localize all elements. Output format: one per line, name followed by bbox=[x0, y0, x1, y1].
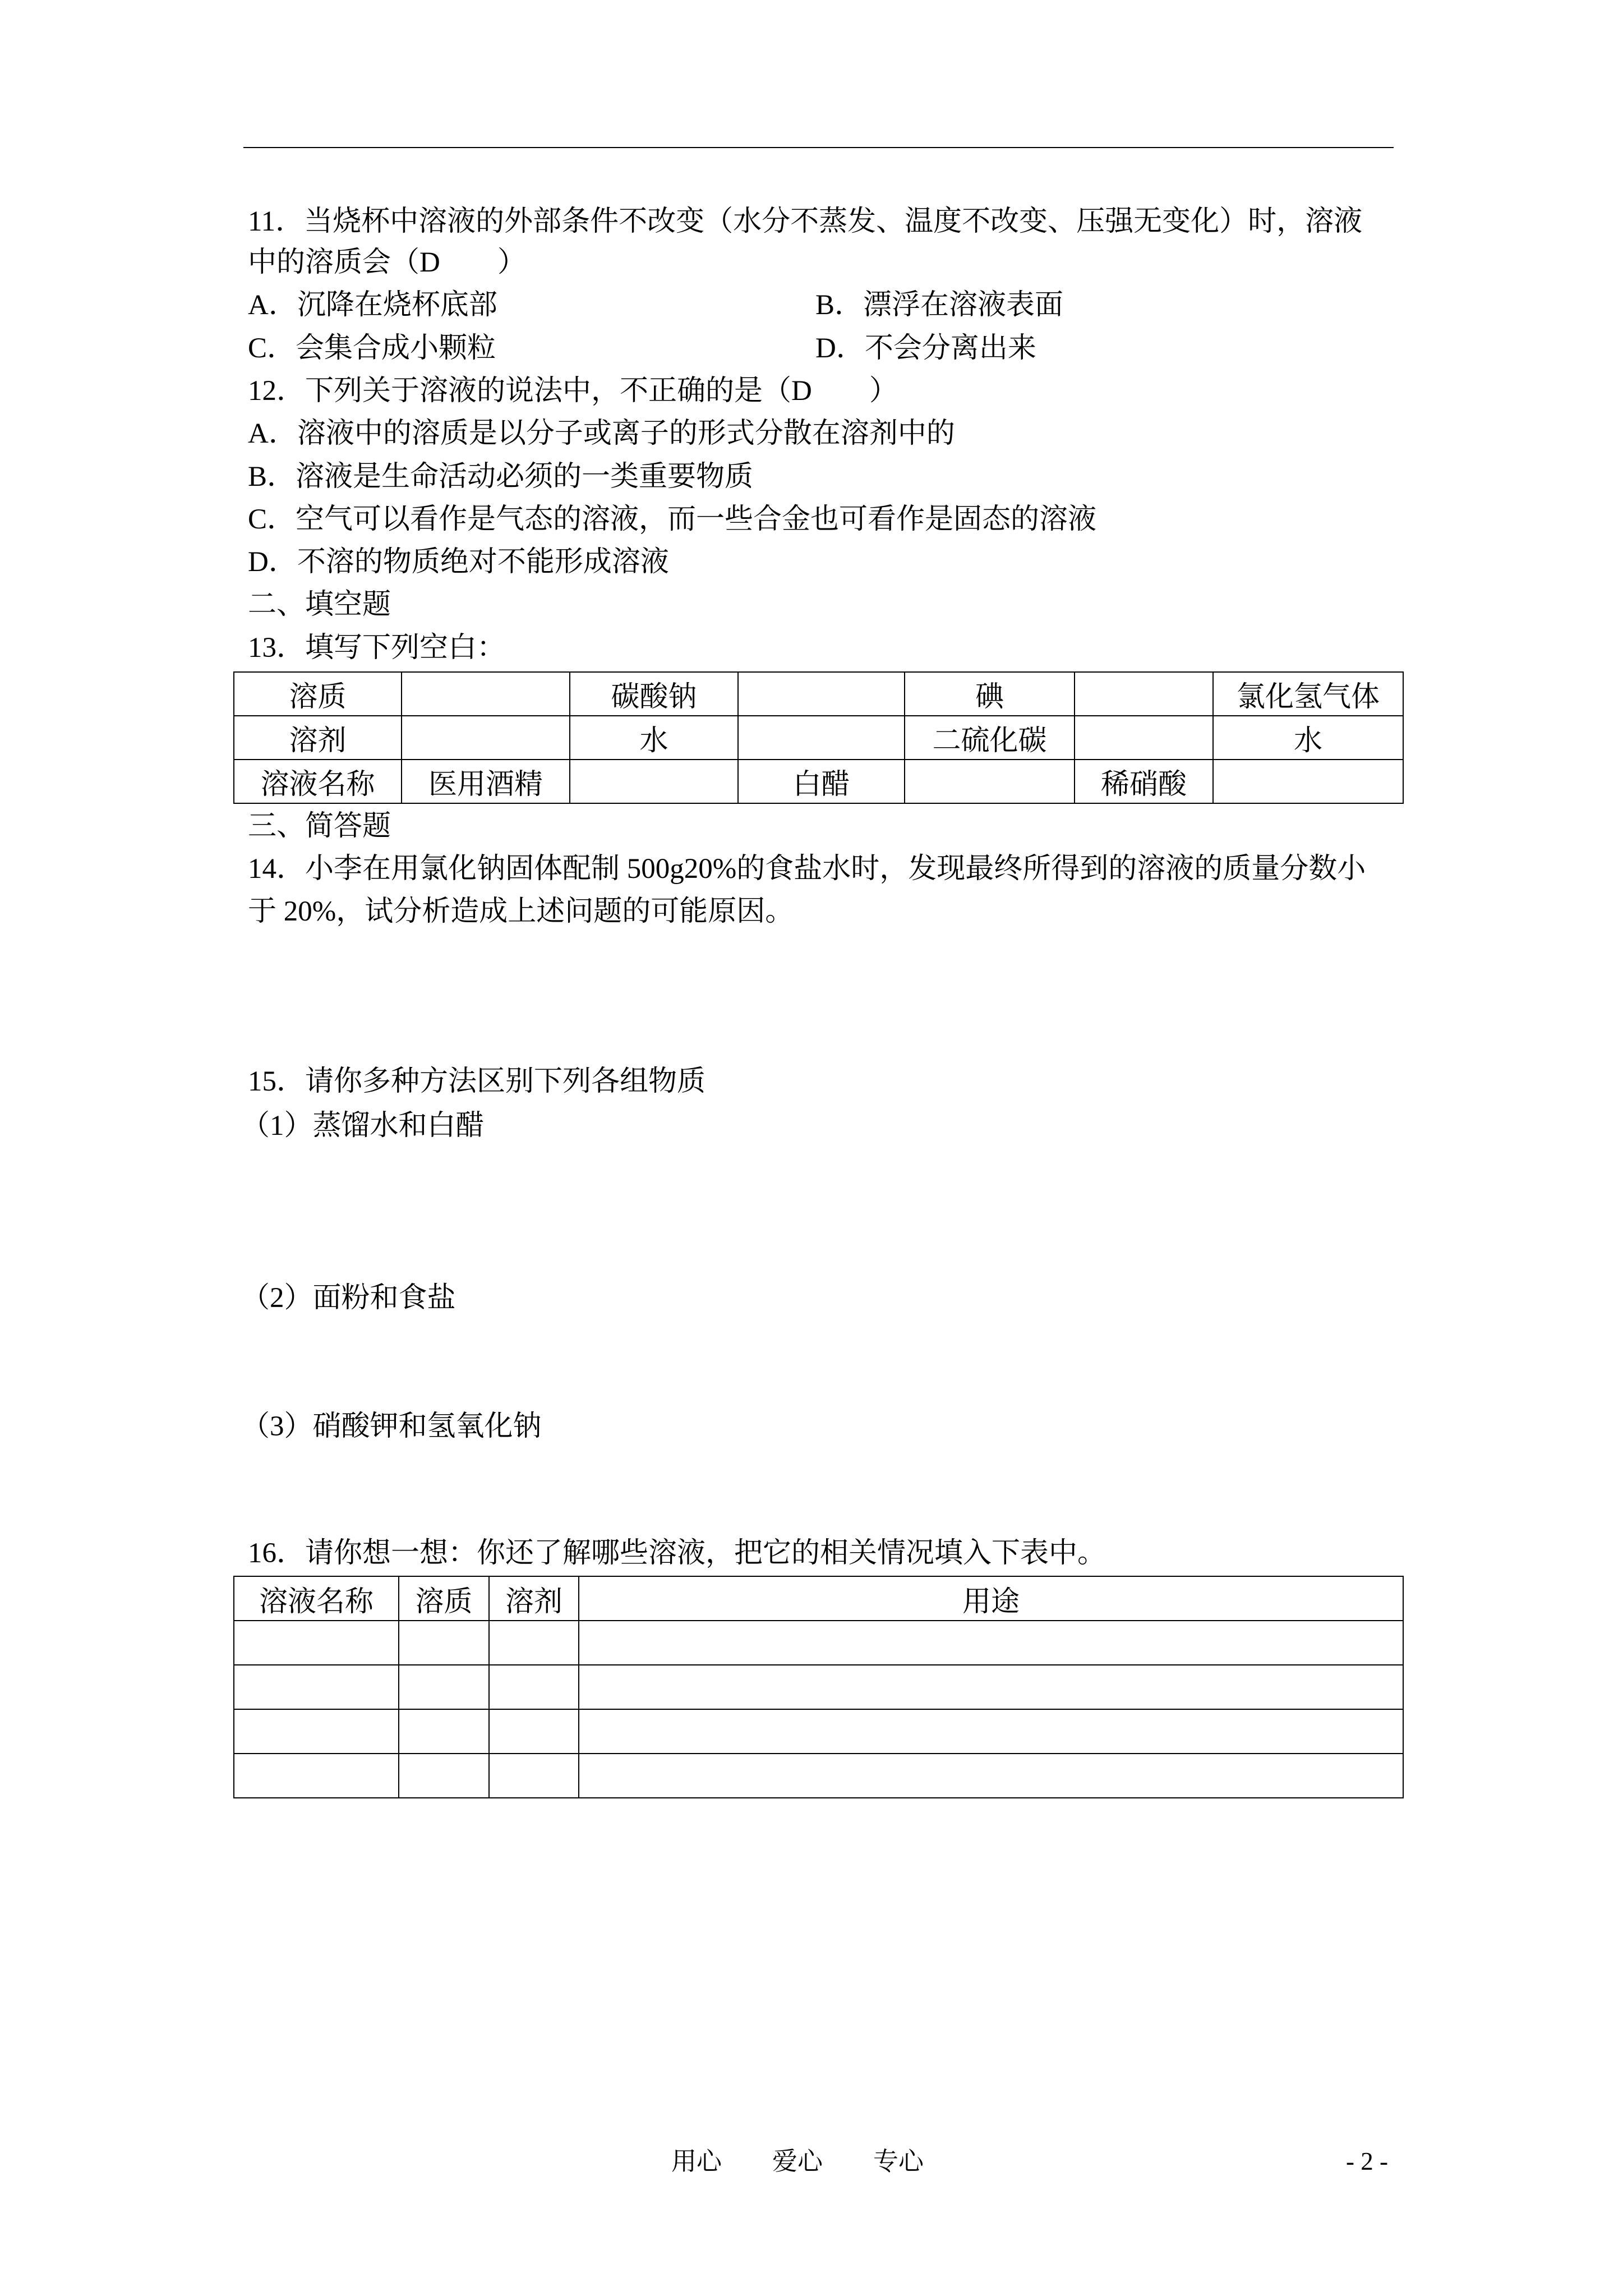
table-cell-empty bbox=[489, 1709, 579, 1754]
table-cell bbox=[905, 760, 1075, 803]
table-cell: 白醋 bbox=[738, 760, 905, 803]
table-header-cell: 溶质 bbox=[399, 1576, 489, 1621]
table-row bbox=[234, 716, 1403, 760]
table-cell-empty bbox=[489, 1621, 579, 1665]
table-cell bbox=[1075, 716, 1213, 760]
table-cell-empty bbox=[579, 1665, 1403, 1709]
q12-option-b: B．溶液是生命活动必须的一类重要物质 bbox=[248, 461, 754, 493]
table-cell: 医用酒精 bbox=[402, 760, 570, 803]
q15-stem: 15．请你多种方法区别下列各组物质 bbox=[248, 1066, 706, 1097]
table-cell bbox=[1213, 760, 1403, 803]
table-cell-empty bbox=[234, 1709, 399, 1754]
table-cell: 水 bbox=[1213, 716, 1403, 760]
table-cell: 氯化氢气体 bbox=[1213, 672, 1403, 716]
table-cell bbox=[402, 672, 570, 716]
q15-part-2: （2）面粉和食盐 bbox=[241, 1282, 456, 1314]
table-row bbox=[234, 672, 1403, 716]
q11-option-a: A．沉降在烧杯底部 bbox=[248, 289, 497, 321]
table-row bbox=[234, 1754, 1403, 1798]
table-cell: 稀硝酸 bbox=[1075, 760, 1213, 803]
table-row bbox=[234, 1709, 1403, 1754]
q11-option-b: B．漂浮在溶液表面 bbox=[815, 289, 1064, 321]
q13-stem: 13．填写下列空白： bbox=[248, 632, 506, 664]
table-cell bbox=[402, 716, 570, 760]
table-cell-empty bbox=[489, 1665, 579, 1709]
table-cell-empty bbox=[234, 1665, 399, 1709]
header-rule bbox=[243, 147, 1394, 148]
table-cell-empty bbox=[234, 1754, 399, 1798]
page-number: - 2 - bbox=[1346, 2147, 1388, 2175]
table-cell-empty bbox=[399, 1665, 489, 1709]
q14-stem-line1: 14．小李在用氯化钠固体配制 500g20%的食盐水时，发现最终所得到的溶液的质量分数小 bbox=[248, 853, 1366, 885]
q11-option-d: D．不会分离出来 bbox=[815, 333, 1036, 364]
q14-stem-line2: 于 20%，试分析造成上述问题的可能原因。 bbox=[248, 896, 794, 927]
table-cell: 溶质 bbox=[234, 672, 402, 716]
q16-table bbox=[233, 1576, 1404, 1798]
q12-option-a: A．溶液中的溶质是以分子或离子的形式分散在溶剂中的 bbox=[248, 418, 955, 449]
table-cell: 溶剂 bbox=[234, 716, 402, 760]
table-cell bbox=[570, 760, 738, 803]
table-cell-empty bbox=[234, 1621, 399, 1665]
table-cell: 碘 bbox=[905, 672, 1075, 716]
q12-option-c: C．空气可以看作是气态的溶液，而一些合金也可看作是固态的溶液 bbox=[248, 504, 1097, 535]
table-cell: 溶液名称 bbox=[234, 760, 402, 803]
q15-part-1: （1）蒸馏水和白醋 bbox=[241, 1110, 485, 1142]
q12-option-d: D．不溶的物质绝对不能形成溶液 bbox=[248, 546, 669, 578]
table-cell: 碳酸钠 bbox=[570, 672, 738, 716]
q11-option-c: C．会集合成小颗粒 bbox=[248, 333, 496, 364]
table-cell: 二硫化碳 bbox=[905, 716, 1075, 760]
q11-stem-line2: 中的溶质会（D ） bbox=[248, 247, 526, 278]
q15-part-3: （3）硝酸钾和氢氧化钠 bbox=[241, 1411, 542, 1442]
table-header-cell: 溶液名称 bbox=[234, 1576, 399, 1621]
footer-motto: 用心 爱心 专心 bbox=[671, 2147, 924, 2175]
table-header-cell: 用途 bbox=[579, 1576, 1403, 1621]
section-fill-heading: 二、填空题 bbox=[248, 589, 391, 620]
q12-stem: 12．下列关于溶液的说法中，不正确的是（D ） bbox=[248, 375, 898, 407]
section-short-answer-heading: 三、简答题 bbox=[248, 811, 391, 842]
table-cell-empty bbox=[579, 1709, 1403, 1754]
table-cell-empty bbox=[579, 1621, 1403, 1665]
q11-stem-line1: 11．当烧杯中溶液的外部条件不改变（水分不蒸发、温度不改变、压强无变化）时，溶液 bbox=[248, 206, 1363, 237]
table-header-cell: 溶剂 bbox=[489, 1576, 579, 1621]
table-row bbox=[234, 1621, 1403, 1665]
table-cell-empty bbox=[579, 1754, 1403, 1798]
table-cell bbox=[1075, 672, 1213, 716]
table-cell: 水 bbox=[570, 716, 738, 760]
table-cell bbox=[738, 672, 905, 716]
table-row bbox=[234, 1665, 1403, 1709]
table-cell-empty bbox=[399, 1621, 489, 1665]
q16-stem: 16．请你想一想：你还了解哪些溶液，把它的相关情况填入下表中。 bbox=[248, 1538, 1106, 1569]
table-cell-empty bbox=[489, 1754, 579, 1798]
q13-table bbox=[233, 671, 1404, 804]
table-cell-empty bbox=[399, 1709, 489, 1754]
table-row bbox=[234, 760, 1403, 803]
table-cell-empty bbox=[399, 1754, 489, 1798]
table-cell bbox=[738, 716, 905, 760]
table-header-row bbox=[234, 1576, 1403, 1621]
